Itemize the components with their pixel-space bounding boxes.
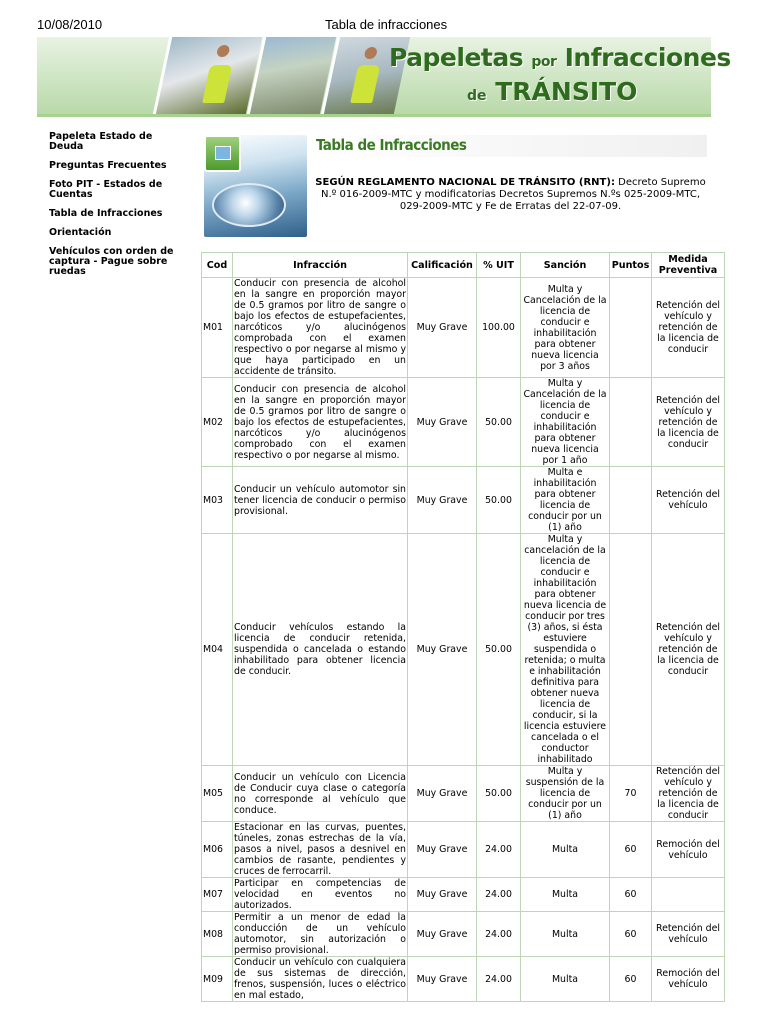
cell-medida: Remoción del vehículo	[652, 957, 725, 1002]
cell-sancion: Multa	[521, 912, 610, 957]
cell-sancion: Multa	[521, 822, 610, 878]
table-header-row	[202, 253, 725, 278]
col-header-medida: Medida Preventiva	[652, 253, 725, 278]
cell-puntos	[610, 378, 652, 467]
cell-medida: Retención del vehículo y retención de la licencia de conducir	[652, 378, 725, 467]
cell-calificacion: Muy Grave	[408, 766, 477, 822]
table-row	[202, 822, 725, 878]
sidebar-nav	[49, 132, 174, 286]
col-header-uit: % UIT	[477, 253, 521, 278]
cell-puntos: 70	[610, 766, 652, 822]
cell-infraccion: Conducir un vehículo automotor sin tener licencia de conducir o permiso provisional.	[233, 467, 408, 534]
cell-medida: Remoción del vehículo	[652, 822, 725, 878]
cell-uit: 24.00	[477, 822, 521, 878]
banner-photo-officer	[153, 37, 262, 114]
table-row	[202, 378, 725, 467]
cell-sancion: Multa	[521, 878, 610, 912]
cell-puntos: 60	[610, 957, 652, 1002]
infractions-table	[201, 252, 725, 1002]
cell-calificacion: Muy Grave	[408, 878, 477, 912]
col-header-puntos: Puntos	[610, 253, 652, 278]
table-row	[202, 467, 725, 534]
cell-puntos	[610, 534, 652, 766]
cell-sancion: Multa e inhabilitación para obtener licencia de conducir por un (1) año	[521, 467, 610, 534]
banner-photos	[147, 37, 407, 114]
cell-sancion: Multa y suspensión de la licencia de conducir por un (1) año	[521, 766, 610, 822]
cell-uit: 24.00	[477, 878, 521, 912]
content-header	[204, 135, 707, 237]
print-date: 10/08/2010	[37, 17, 103, 32]
sidebar-item-foto-pit[interactable]: Foto PIT - Estados de Cuentas	[49, 179, 163, 200]
cell-medida: Retención del vehículo y retención de la licencia de conducir	[652, 766, 725, 822]
cell-medida: Retención del vehículo	[652, 912, 725, 957]
cell-sancion: Multa	[521, 957, 610, 1002]
cell-puntos: 60	[610, 822, 652, 878]
sidebar-item-vehiculos-captura[interactable]: Vehículos con orden de captura - Pague sobre ruedas	[49, 246, 174, 277]
cell-uit: 50.00	[477, 467, 521, 534]
table-row	[202, 912, 725, 957]
col-header-sancion: Sanción	[521, 253, 610, 278]
cell-puntos	[610, 278, 652, 378]
cell-uit: 50.00	[477, 534, 521, 766]
section-title: Tabla de Infracciones	[316, 136, 467, 154]
col-header-cod: Cod	[202, 253, 233, 278]
cell-uit: 50.00	[477, 766, 521, 822]
cell-sancion: Multa y Cancelación de la licencia de conducir e inhabilitación para obtener nueva licencia por 3 años	[521, 278, 610, 378]
sidebar-item-tabla-infracciones[interactable]: Tabla de Infracciones	[49, 208, 163, 219]
cell-cod: M05	[202, 766, 233, 822]
col-header-calificacion: Calificación	[408, 253, 477, 278]
cell-uit: 24.00	[477, 957, 521, 1002]
sidebar-item-orientacion[interactable]: Orientación	[49, 227, 112, 238]
banner-logo-title: Papeletas por Infracciones de TRÁNSITO	[389, 43, 731, 106]
cell-infraccion: Conducir con presencia de alcohol en la sangre en proporción mayor de 0.5 gramos por litro de sangre o bajo los efectos de estupefacientes, narcóticos y/o alucinógenos comprobado con el examen respectivo o por negarse al mismo.	[233, 378, 408, 467]
cell-cod: M06	[202, 822, 233, 878]
section-title-bar	[314, 135, 707, 157]
cell-cod: M07	[202, 878, 233, 912]
cell-cod: M04	[202, 534, 233, 766]
cell-infraccion: Permitir a un menor de edad la conducción de un vehículo automotor, sin autorización o permiso provisional.	[234, 912, 406, 956]
cell-medida	[652, 878, 725, 912]
cell-calificacion: Muy Grave	[408, 912, 477, 957]
cell-uit: 100.00	[477, 278, 521, 378]
table-row	[202, 878, 725, 912]
cell-cod: M08	[202, 912, 233, 957]
cell-medida: Retención del vehículo	[652, 467, 725, 534]
cell-infraccion: Conducir vehículos estando la licencia de conducir retenida, suspendida o cancelada o estando inhabilitado para obtener licencia de conducir.	[233, 534, 408, 766]
table-row	[202, 278, 725, 378]
cell-calificacion: Muy Grave	[408, 822, 477, 878]
table-icon	[204, 135, 241, 172]
cell-calificacion: Muy Grave	[408, 378, 477, 467]
cell-cod: M03	[202, 467, 233, 534]
sidebar-item-estado-deuda[interactable]: Papeleta Estado de Deuda	[49, 131, 153, 152]
cell-calificacion: Muy Grave	[408, 534, 477, 766]
cell-calificacion: Muy Grave	[408, 467, 477, 534]
print-header	[0, 17, 768, 33]
table-row	[202, 957, 725, 1002]
cell-puntos: 60	[610, 878, 652, 912]
car-headlight-image	[204, 135, 307, 237]
cell-uit: 24.00	[477, 912, 521, 957]
cell-sancion: Multa y cancelación de la licencia de conducir e inhabilitación para obtener nueva licencia de conducir por tres (3) años, si ésta estuviere suspendida o retenida; o multa e inhabilitación definitiva para obtener nueva licencia de conducir, si la licencia estuviere cancelada o el conductor inhabilitado	[521, 534, 610, 766]
cell-infraccion: Conducir un vehículo con Licencia de Conducir cuya clase o categoría no corresponde al vehículo que conduce.	[233, 766, 408, 822]
cell-cod: M02	[202, 378, 233, 467]
cell-calificacion: Muy Grave	[408, 957, 477, 1002]
cell-puntos: 60	[610, 912, 652, 957]
col-header-infraccion: Infracción	[233, 253, 408, 278]
print-title: Tabla de infracciones	[325, 17, 448, 32]
cell-medida: Retención del vehículo y retención de la licencia de conducir	[652, 278, 725, 378]
cell-sancion: Multa y Cancelación de la licencia de conducir e inhabilitación para obtener nueva licencia por 1 año	[521, 378, 610, 467]
sidebar-item-preguntas-frecuentes[interactable]: Preguntas Frecuentes	[49, 160, 167, 171]
cell-uit: 50.00	[477, 378, 521, 467]
cell-medida: Retención del vehículo y retención de la licencia de conducir	[652, 534, 725, 766]
cell-infraccion: Participar en competencias de velocidad en eventos no autorizados.	[234, 878, 406, 911]
cell-calificacion: Muy Grave	[408, 278, 477, 378]
table-row	[202, 534, 725, 766]
cell-cod: M09	[202, 957, 233, 1002]
cell-infraccion: Conducir un vehículo con cualquiera de sus sistemas de dirección, frenos, suspensión, luces o eléctrico en mal estado,	[234, 957, 406, 1001]
cell-puntos	[610, 467, 652, 534]
cell-infraccion: Conducir con presencia de alcohol en la sangre en proporción mayor de 0.5 gramos por litro de sangre o bajo los efectos de estupefacientes, narcóticos y/o alucinógenos comprobada con el examen respectivo o por negarse al mismo y que haya participado en un accidente de tránsito.	[234, 278, 406, 377]
site-banner	[37, 37, 731, 117]
cell-infraccion: Estacionar en las curvas, puentes, túneles, zonas estrechas de la vía, pasos a nivel, pasos a desnivel en cambios de rasante, pendientes y cruces de ferrocarril.	[234, 822, 406, 877]
intro-text: SEGÚN REGLAMENTO NACIONAL DE TRÁNSITO (RNT): Decreto Supremo N.º 016-2009-MTC y modificatorias Decretos Supremos N.ºs 025-2009-MTC, 029-2009-MTC y Fe de Erratas del 22-07-09.	[315, 177, 706, 212]
cell-cod: M01	[202, 278, 233, 378]
table-row	[202, 766, 725, 822]
